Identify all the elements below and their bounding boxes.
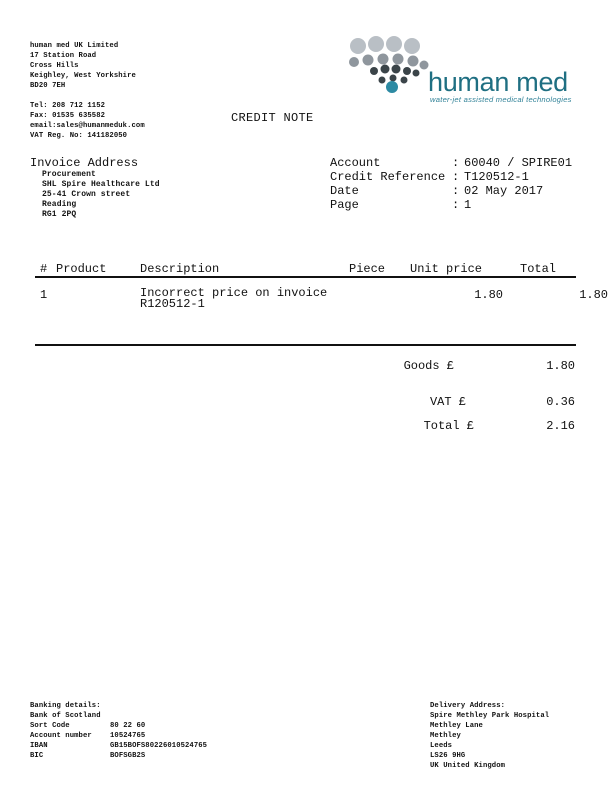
logo-dot bbox=[386, 36, 402, 52]
row-description-line: R120512-1 bbox=[140, 297, 205, 311]
delivery-line: UK United Kingdom bbox=[430, 762, 506, 770]
logo-dot bbox=[408, 56, 419, 67]
row-unit-price: 1.80 bbox=[474, 288, 503, 302]
logo-dot bbox=[390, 75, 397, 82]
logo-dot bbox=[413, 70, 420, 77]
sender-line: Cross Hills bbox=[30, 62, 79, 70]
totals-label: Total £ bbox=[423, 419, 474, 433]
banking-value: 80 22 60 bbox=[110, 722, 146, 730]
banking-value: GB15BOFS80226010524765 bbox=[110, 742, 208, 750]
sender-line bbox=[30, 91, 145, 101]
banking-bank-name: Bank of Scotland bbox=[30, 712, 101, 720]
meta-colon: : bbox=[452, 184, 460, 198]
credit-note-meta bbox=[330, 156, 572, 212]
document-title: CREDIT NOTE bbox=[231, 111, 314, 125]
delivery-line: LS26 9HG bbox=[430, 752, 466, 760]
meta-row-credit-reference bbox=[330, 170, 572, 184]
meta-label: Page bbox=[330, 198, 359, 212]
sender-phone: Tel: 208 712 1152 bbox=[30, 102, 106, 110]
totals-value: 1.80 bbox=[546, 359, 575, 373]
logo-dot bbox=[392, 65, 401, 74]
logo-dot bbox=[386, 81, 398, 93]
sender-line: Keighley, West Yorkshire bbox=[30, 72, 136, 80]
meta-colon: : bbox=[452, 198, 460, 212]
banking-label: BIC bbox=[30, 752, 44, 760]
table-header bbox=[0, 262, 612, 276]
row-description bbox=[140, 288, 327, 310]
meta-colon: : bbox=[452, 156, 460, 170]
delivery-address bbox=[430, 701, 549, 771]
logo-dot bbox=[350, 38, 366, 54]
banking-row bbox=[30, 751, 207, 761]
table-header-rule bbox=[35, 276, 576, 278]
row-total: 1.80 bbox=[579, 288, 608, 302]
invoice-address-line: SHL Spire Healthcare Ltd bbox=[42, 180, 160, 189]
logo-dot bbox=[403, 67, 411, 75]
banking-details bbox=[30, 701, 207, 761]
logo-dot bbox=[404, 38, 420, 54]
meta-row-page bbox=[330, 198, 572, 212]
totals-value: 2.16 bbox=[546, 419, 575, 433]
totals-label: VAT £ bbox=[429, 395, 466, 409]
meta-row-account bbox=[330, 156, 572, 170]
col-header-piece: Piece bbox=[349, 262, 386, 276]
company-logo bbox=[340, 36, 590, 108]
logo-dot bbox=[401, 77, 408, 84]
banking-value: 10524765 bbox=[110, 732, 146, 740]
sender-fax: Fax: 01535 635582 bbox=[30, 112, 106, 120]
logo-dot bbox=[393, 54, 404, 65]
banking-value: BOFSGB2S bbox=[110, 752, 146, 760]
sender-address bbox=[30, 41, 145, 141]
banking-label: Sort Code bbox=[30, 722, 70, 730]
delivery-heading: Delivery Address: bbox=[430, 702, 506, 710]
meta-label: Credit Reference bbox=[330, 170, 446, 184]
table-footer-rule bbox=[35, 344, 576, 346]
logo-dots-icon bbox=[344, 36, 434, 96]
banking-row bbox=[30, 731, 207, 741]
sender-email: email:sales@humanmeduk.com bbox=[30, 122, 145, 130]
sender-line: human med UK Limited bbox=[30, 42, 119, 50]
meta-value: 02 May 2017 bbox=[464, 184, 544, 198]
invoice-address bbox=[30, 156, 160, 220]
col-header-total: Total bbox=[520, 262, 557, 276]
meta-label: Account bbox=[330, 156, 381, 170]
delivery-line: Methley bbox=[430, 732, 461, 740]
delivery-line: Spire Methley Park Hospital bbox=[430, 712, 550, 720]
logo-dot bbox=[381, 65, 390, 74]
row-number: 1 bbox=[40, 288, 48, 302]
sender-line: 17 Station Road bbox=[30, 52, 97, 60]
logo-dot bbox=[363, 55, 374, 66]
sender-vat: VAT Reg. No: 141182050 bbox=[30, 132, 128, 140]
logo-dot bbox=[378, 54, 389, 65]
invoice-address-line: Reading bbox=[42, 200, 77, 209]
col-header-unit-price: Unit price bbox=[410, 262, 483, 276]
meta-label: Date bbox=[330, 184, 359, 198]
invoice-address-line: 25-41 Crown street bbox=[42, 190, 131, 199]
meta-value: 60040 / SPIRE01 bbox=[464, 156, 573, 170]
logo-dot bbox=[349, 57, 359, 67]
totals-label: Goods £ bbox=[403, 359, 454, 373]
col-header-product: Product bbox=[56, 262, 107, 276]
sender-line: BD20 7EH bbox=[30, 82, 66, 90]
logo-tagline: water-jet assisted medical technologies bbox=[430, 95, 572, 104]
logo-dot bbox=[370, 67, 378, 75]
banking-heading: Banking details: bbox=[30, 702, 101, 710]
table-row bbox=[0, 288, 612, 318]
banking-label: Account number bbox=[30, 732, 92, 740]
meta-value: T120512-1 bbox=[464, 170, 529, 184]
col-header-number: # bbox=[40, 262, 48, 276]
logo-dot bbox=[368, 36, 384, 52]
col-header-description: Description bbox=[140, 262, 220, 276]
meta-colon: : bbox=[452, 170, 460, 184]
banking-row bbox=[30, 721, 207, 731]
row-description-line: Incorrect price on invoice bbox=[140, 286, 328, 300]
invoice-address-line: Procurement bbox=[42, 170, 96, 179]
meta-value: 1 bbox=[464, 198, 472, 212]
banking-row bbox=[30, 741, 207, 751]
totals-value: 0.36 bbox=[546, 395, 575, 409]
meta-row-date bbox=[330, 184, 572, 198]
delivery-line: Methley Lane bbox=[430, 722, 483, 730]
logo-dot bbox=[379, 77, 386, 84]
banking-label: IBAN bbox=[30, 742, 48, 750]
logo-wordmark: human med bbox=[428, 67, 568, 97]
invoice-address-line: RG1 2PQ bbox=[42, 210, 77, 219]
invoice-address-heading: Invoice Address bbox=[30, 156, 139, 170]
delivery-line: Leeds bbox=[430, 742, 453, 750]
